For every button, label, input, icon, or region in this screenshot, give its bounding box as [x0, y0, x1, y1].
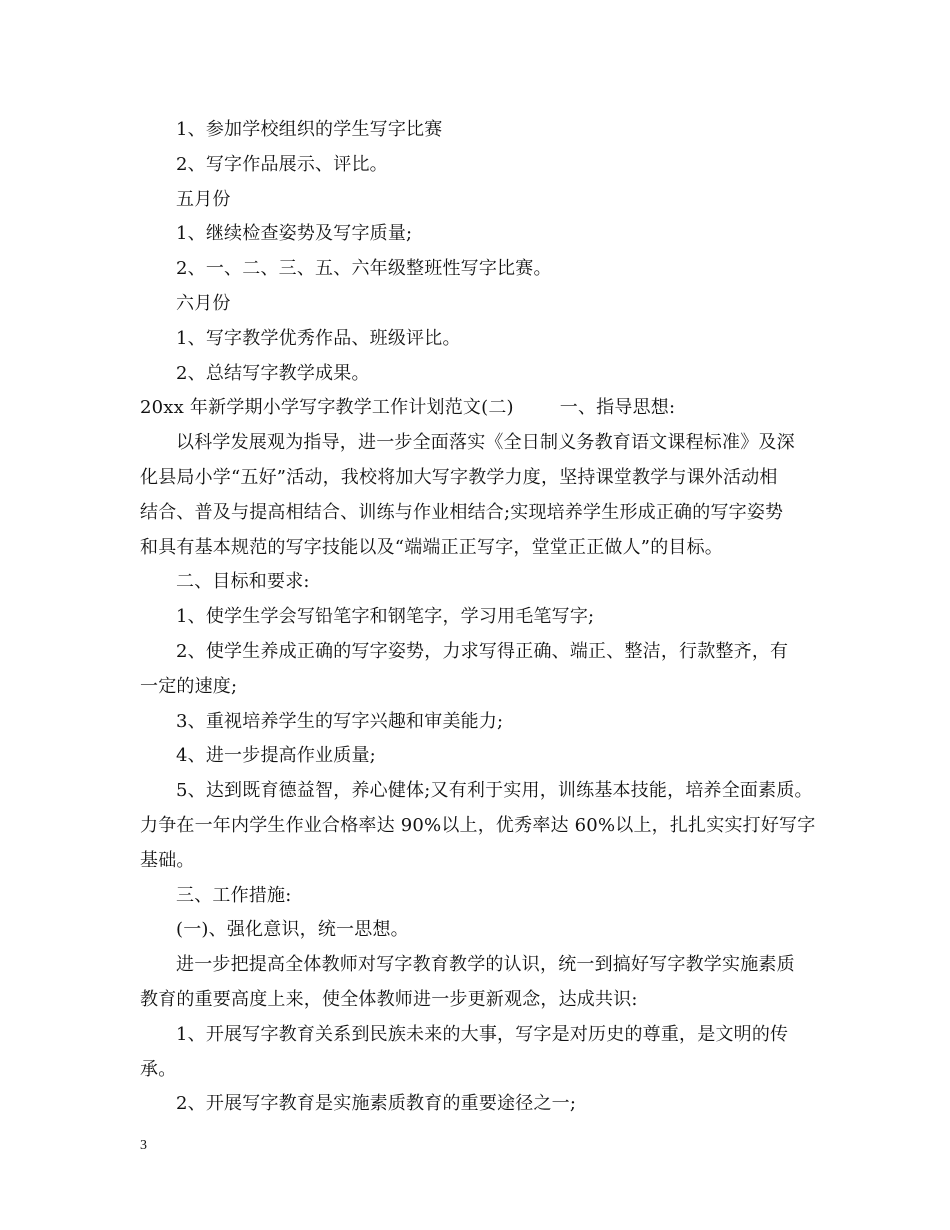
- paragraph-line: 以科学发展观为指导，进一步全面落实《全日制义务教育语文课程标准》及深: [176, 432, 795, 454]
- subsection-heading: (一)、强化意识，统一思想。: [176, 919, 409, 941]
- paragraph-line: 基础。: [140, 849, 195, 871]
- paragraph-line: 2、总结写字教学成果。: [176, 362, 370, 384]
- paragraph-line: 5、达到既育德益智，养心健体;又有利于实用，训练基本技能，培养全面素质。: [176, 780, 813, 802]
- paragraph-line: 承。: [140, 1058, 177, 1080]
- paragraph-line: 进一步把提高全体教师对写字教育教学的认识，统一到搞好写字教学实施素质: [176, 954, 795, 976]
- month-heading: 五月份: [176, 188, 231, 210]
- paragraph-line: 1、使学生学会写铅笔字和钢笔字，学习用毛笔写字;: [176, 606, 595, 628]
- paragraph-line: 一定的速度;: [140, 675, 238, 697]
- paragraph-line: 3、重视培养学生的写字兴趣和审美能力;: [176, 710, 504, 732]
- document-title: 20xx 年新学期小学写字教学工作计划范文(二): [140, 397, 514, 419]
- paragraph-line: 化县局小学“五好”活动，我校将加大写字教学力度，坚持课堂教学与课外活动相: [140, 466, 778, 488]
- paragraph-line: 1、开展写字教育关系到民族未来的大事，写字是对历史的尊重，是文明的传: [176, 1023, 789, 1045]
- paragraph-line: 2、一、二、三、五、六年级整班性写字比赛。: [176, 258, 552, 280]
- paragraph-line: 和具有基本规范的写字技能以及“端端正正写字，堂堂正正做人”的目标。: [140, 536, 724, 558]
- paragraph-line: 1、写字教学优秀作品、班级评比。: [176, 327, 461, 349]
- paragraph-line: 1、参加学校组织的学生写字比赛: [176, 119, 443, 140]
- section-title-line: [140, 391, 812, 426]
- paragraph-line: 4、进一步提高作业质量;: [176, 745, 376, 767]
- document-body: [140, 113, 816, 1122]
- month-heading: 六月份: [176, 292, 231, 314]
- paragraph-line: 2、使学生养成正确的写字姿势，力求写得正确、端正、整洁，行款整齐，有: [176, 640, 789, 662]
- paragraph-line: 1、继续检查姿势及写字质量;: [176, 223, 413, 245]
- paragraph-line: 2、写字作品展示、评比。: [176, 153, 388, 175]
- paragraph-line: 力争在一年内学生作业合格率达 90%以上，优秀率达 60%以上，扎扎实实打好写字: [140, 814, 816, 836]
- section-heading: 三、工作措施:: [176, 884, 292, 906]
- section-heading: 一、指导思想:: [559, 397, 676, 419]
- page-number: 3: [140, 1138, 147, 1153]
- paragraph-line: 结合、普及与提高相结合、训练与作业相结合;实现培养学生形成正确的写字姿势: [140, 501, 784, 523]
- paragraph-line: 2、开展写字教育是实施素质教育的重要途径之一;: [176, 1093, 577, 1115]
- paragraph-line: 教育的重要高度上来，使全体教师进一步更新观念，达成共识:: [140, 988, 638, 1010]
- section-heading: 二、目标和要求:: [176, 571, 310, 593]
